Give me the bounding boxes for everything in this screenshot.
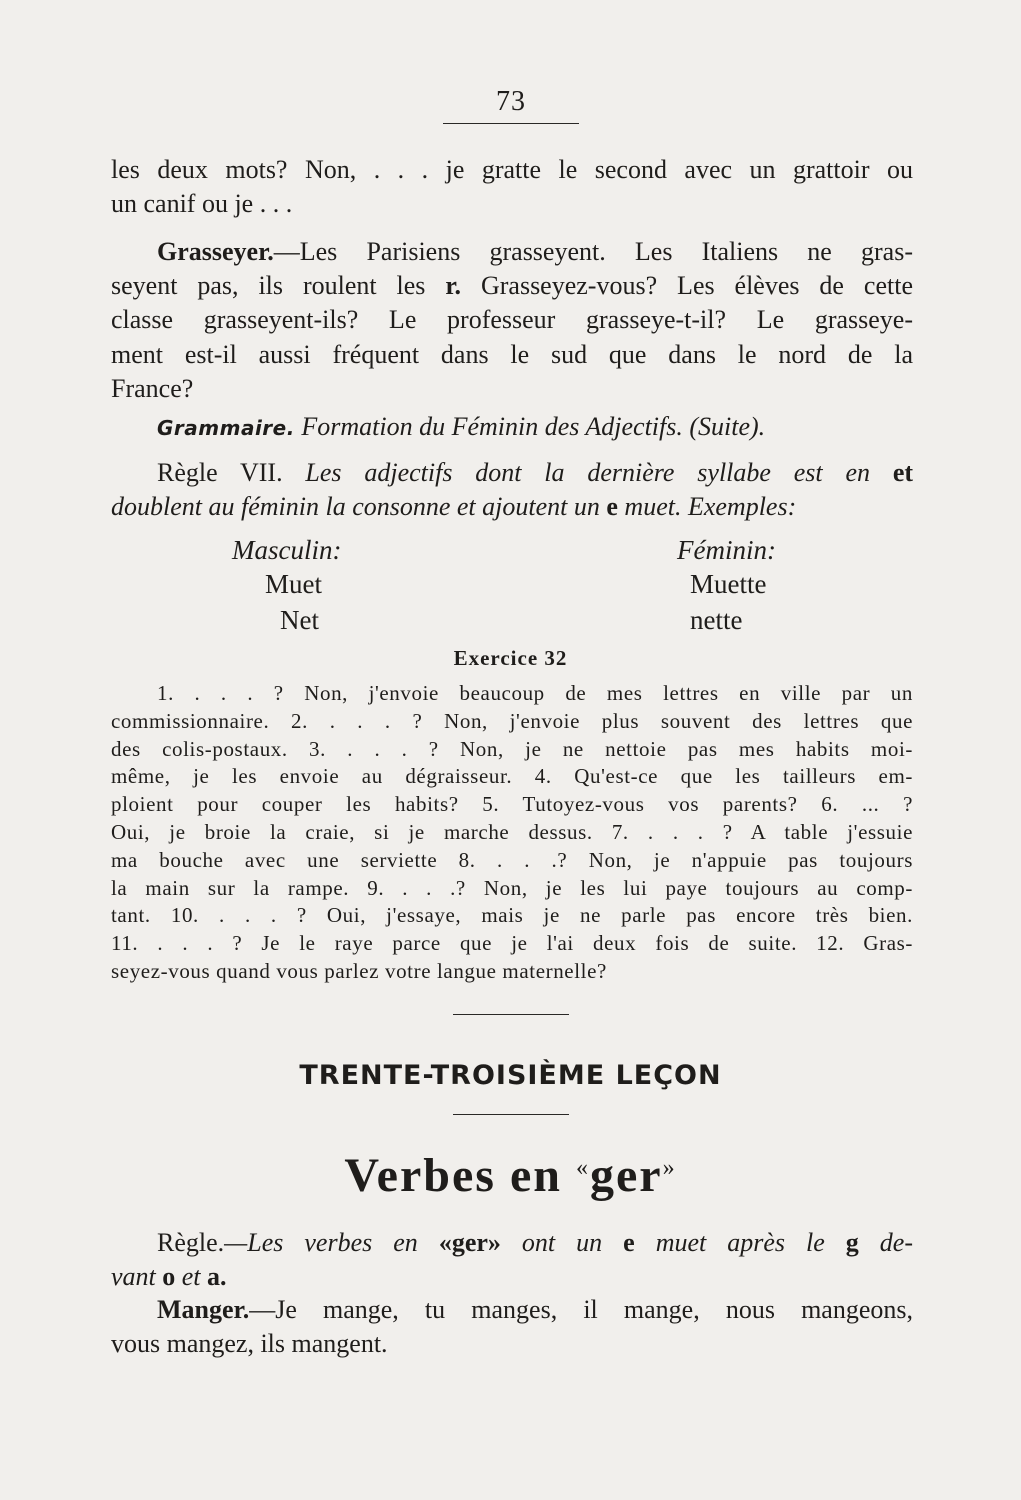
- rule-seven-et: et: [892, 458, 914, 487]
- manger-paragraph: [111, 1293, 913, 1361]
- lesson-subtitle-word: ger: [589, 1149, 663, 1202]
- grasseyer-letter-r: r.: [445, 271, 462, 301]
- exercise-line: Oui, je broie la craie, si je marche dessus. 7. . . . ? A table j'essuie: [111, 819, 913, 844]
- page-number-rule: [443, 123, 579, 124]
- grasseyer-line-2b: Grasseyez-vous? Les élèves de cette: [461, 271, 913, 301]
- rule-ger-o: o: [162, 1262, 176, 1292]
- masculine-heading: Masculin:: [232, 535, 342, 565]
- manger-line-2: vous mangez, ils mangent.: [111, 1329, 388, 1359]
- lesson-subtitle-close-quote: »: [662, 1155, 677, 1181]
- grasseyer-line-5: France?: [111, 373, 194, 403]
- rule-ger-label: Règle.: [157, 1228, 225, 1257]
- feminine-example-2: nette: [690, 605, 743, 635]
- exercise-line: commissionnaire. 2. . . . ? Non, j'envoie plus souvent des lettres que: [111, 708, 913, 733]
- page-number: 73: [496, 86, 526, 117]
- lesson-subtitle-main: Verbes en: [344, 1149, 576, 1202]
- rule-seven-label: Règle VII.: [157, 458, 283, 487]
- manger-heading: Manger.: [157, 1295, 250, 1324]
- feminine-heading: Féminin:: [677, 535, 776, 565]
- rule-seven-text-1: Les adjectifs dont la dernière syllabe est en: [305, 458, 870, 487]
- rule-ger-text-2: ont un: [500, 1228, 624, 1257]
- exercise-line: 11. . . . ? Je le raye parce que je l'ai deux fois de suite. 12. Gras-: [111, 931, 913, 956]
- exercise-line: des colis-postaux. 3. . . . ? Non, je ne nettoie pas mes habits moi-: [111, 736, 913, 761]
- exercise-line: la main sur la rampe. 9. . . .? Non, je les lui paye toujours au comp-: [111, 875, 913, 900]
- rule-ger-text-4: de-: [858, 1228, 913, 1257]
- feminine-example-1: Muette: [690, 569, 767, 599]
- lesson-title: TRENTE-TROISIÈME LEÇON: [299, 1060, 722, 1091]
- rule-seven: [111, 456, 913, 524]
- exercise-title: Exercice 32: [453, 646, 568, 670]
- rule-seven-text-2: doublent au féminin la consonne et ajoutent un: [111, 492, 600, 522]
- opening-paragraph: [111, 153, 913, 221]
- lesson-subtitle: [0, 1148, 1021, 1203]
- lesson-subtitle-open-quote: «: [575, 1155, 590, 1181]
- opening-line-1: les deux mots? Non, . . . je gratte le second avec un grattoir ou: [111, 155, 913, 184]
- exercise-line: même, je les envoie au dégraisseur. 4. Qu'est-ce que les tailleurs em-: [111, 764, 913, 789]
- exercise-line: ploient pour couper les habits? 5. Tutoyez-vous vos parents? 6. ... ?: [111, 792, 913, 817]
- exercise-line: ma bouche avec une serviette 8. . . .? Non, je n'appuie pas toujours: [111, 847, 913, 872]
- rule-ger-a: a.: [207, 1262, 227, 1292]
- section-divider-2: [453, 1114, 569, 1115]
- exercise-line: tant. 10. . . . ? Oui, j'essaye, mais je ne parle pas encore très bien.: [111, 903, 913, 928]
- masculine-example-2: Net: [280, 605, 319, 635]
- rule-ger-text-3: muet après le: [634, 1228, 846, 1257]
- grasseyer-line-4: ment est-il aussi fréquent dans le sud que dans le nord de la: [111, 339, 913, 369]
- exercise-line: seyez-vous quand vous parlez votre langue maternelle?: [111, 958, 607, 983]
- section-divider-1: [453, 1014, 569, 1015]
- opening-line-2: un canif ou je . . .: [111, 189, 293, 219]
- grammar-heading-line: [111, 410, 913, 445]
- rule-seven-text-3: muet. Exemples:: [624, 492, 797, 522]
- grammar-label: Grammaire.: [157, 416, 295, 440]
- rule-ger-text-1: —Les verbes en: [224, 1228, 439, 1257]
- manger-line-1: —Je mange, tu manges, il mange, nous mangeons,: [249, 1295, 913, 1324]
- exercise-line: 1. . . . ? Non, j'envoie beaucoup de mes lettres en ville par un: [157, 681, 913, 705]
- masculine-example-1: Muet: [265, 569, 322, 599]
- rule-ger: [111, 1226, 913, 1294]
- rule-seven-e: e: [606, 492, 618, 522]
- grasseyer-paragraph: [111, 235, 913, 406]
- grasseyer-line-2a: seyent pas, ils roulent les: [111, 271, 446, 301]
- grasseyer-line-3: classe grasseyent-ils? Le professeur grasseye-t-il? Le grasseye-: [111, 305, 913, 335]
- rule-ger-e: e: [623, 1228, 635, 1257]
- grasseyer-line-1: —Les Parisiens grasseyent. Les Italiens ne gras-: [273, 237, 913, 266]
- exercise-text: [111, 680, 913, 986]
- rule-ger-g: g: [845, 1228, 859, 1257]
- rule-ger-ger: «ger»: [438, 1228, 501, 1257]
- grasseyer-heading: Grasseyer.: [157, 237, 274, 266]
- rule-ger-text-6: et: [175, 1262, 208, 1292]
- grammar-title: Formation du Féminin des Adjectifs. (Suite).: [301, 412, 766, 441]
- rule-ger-text-5: vant: [111, 1262, 163, 1292]
